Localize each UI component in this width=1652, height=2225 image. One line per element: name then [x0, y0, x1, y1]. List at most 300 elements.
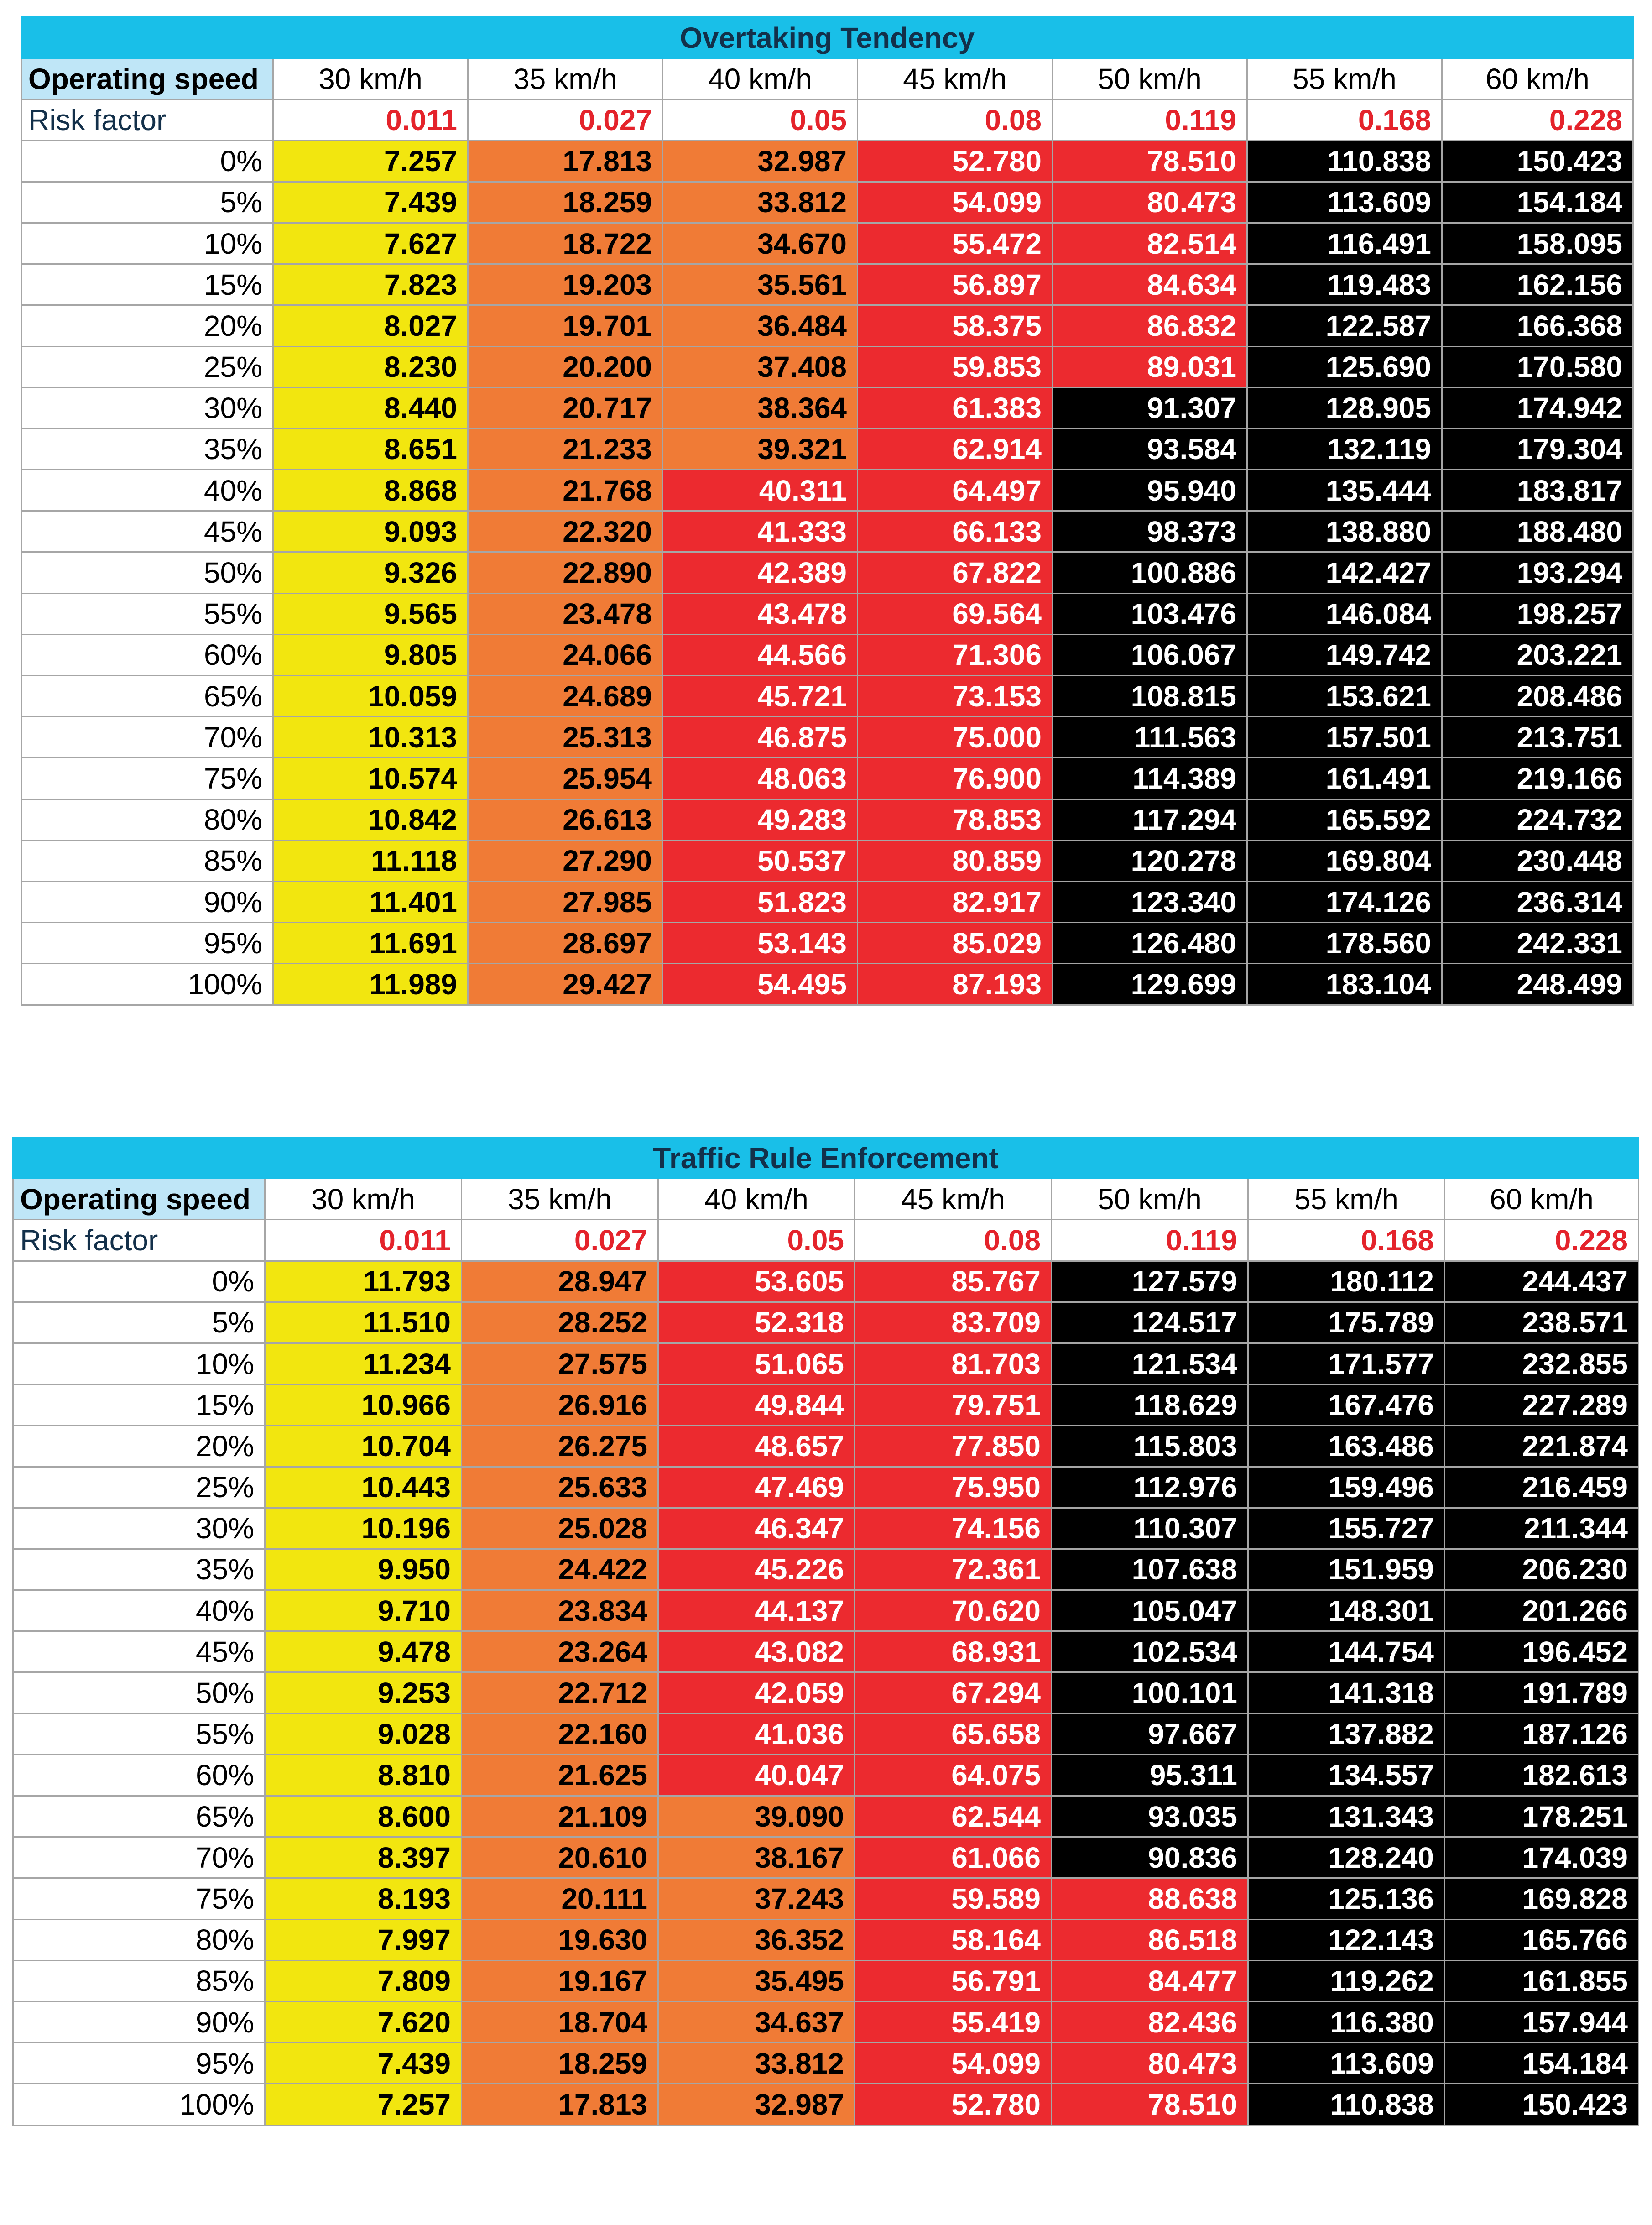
value-cell: 47.469: [658, 1467, 855, 1508]
percentage-label: 95%: [13, 2043, 265, 2084]
value-cell: 146.084: [1247, 593, 1442, 634]
value-cell: 26.916: [462, 1384, 658, 1426]
percentage-label: 80%: [21, 799, 273, 840]
percentage-label: 90%: [13, 2001, 265, 2042]
table-row: [13, 1384, 1639, 1426]
risk-factor-value: 0.228: [1442, 99, 1633, 141]
percentage-label: 15%: [21, 264, 273, 305]
value-cell: 45.226: [658, 1549, 855, 1590]
percentage-label: 30%: [13, 1508, 265, 1549]
percentage-label: 30%: [21, 387, 273, 428]
value-cell: 41.333: [663, 511, 858, 552]
value-cell: 116.380: [1248, 2001, 1445, 2042]
value-cell: 69.564: [858, 593, 1053, 634]
value-cell: 170.580: [1442, 346, 1633, 387]
risk-factor-label: Risk factor: [13, 1220, 265, 1261]
value-cell: 17.813: [468, 141, 663, 182]
table-row: [13, 1796, 1639, 1837]
percentage-label: 35%: [21, 428, 273, 470]
value-cell: 114.389: [1053, 758, 1247, 799]
table-row: [21, 593, 1633, 634]
value-cell: 67.294: [855, 1672, 1052, 1713]
value-cell: 34.670: [663, 223, 858, 264]
value-cell: 21.233: [468, 428, 663, 470]
value-cell: 85.767: [855, 1261, 1052, 1302]
value-cell: 18.722: [468, 223, 663, 264]
value-cell: 20.610: [462, 1837, 658, 1878]
value-cell: 9.478: [265, 1631, 462, 1672]
percentage-label: 20%: [21, 305, 273, 346]
table-row: [21, 305, 1633, 346]
speed-header: 30 km/h: [265, 1179, 462, 1220]
table-row: [21, 758, 1633, 799]
table-row: [21, 799, 1633, 840]
value-cell: 62.914: [858, 428, 1053, 470]
value-cell: 75.000: [858, 717, 1053, 758]
value-cell: 48.063: [663, 758, 858, 799]
value-cell: 27.575: [462, 1343, 658, 1384]
value-cell: 64.075: [855, 1755, 1052, 1796]
value-cell: 232.855: [1445, 1343, 1639, 1384]
table-row: [13, 2043, 1639, 2084]
value-cell: 23.834: [462, 1590, 658, 1631]
value-cell: 180.112: [1248, 1261, 1445, 1302]
value-cell: 11.118: [273, 840, 468, 881]
value-cell: 7.997: [265, 1919, 462, 1960]
value-cell: 98.373: [1053, 511, 1247, 552]
table-row: [21, 552, 1633, 593]
percentage-label: 25%: [21, 346, 273, 387]
speed-header-row: [21, 58, 1633, 99]
speed-header: 30 km/h: [273, 58, 468, 99]
table-row: [13, 1549, 1639, 1590]
value-cell: 24.422: [462, 1549, 658, 1590]
value-cell: 22.890: [468, 552, 663, 593]
value-cell: 221.874: [1445, 1426, 1639, 1467]
value-cell: 25.954: [468, 758, 663, 799]
speed-header: 40 km/h: [663, 58, 858, 99]
value-cell: 137.882: [1248, 1713, 1445, 1755]
value-cell: 113.609: [1248, 2043, 1445, 2084]
percentage-label: 40%: [21, 470, 273, 511]
value-cell: 28.947: [462, 1261, 658, 1302]
value-cell: 80.859: [858, 840, 1053, 881]
value-cell: 95.940: [1053, 470, 1247, 511]
value-cell: 8.810: [265, 1755, 462, 1796]
value-cell: 9.950: [265, 1549, 462, 1590]
value-cell: 40.047: [658, 1755, 855, 1796]
value-cell: 79.751: [855, 1384, 1052, 1426]
value-cell: 37.243: [658, 1878, 855, 1919]
table-row: [13, 1590, 1639, 1631]
value-cell: 72.361: [855, 1549, 1052, 1590]
percentage-label: 85%: [21, 840, 273, 881]
value-cell: 52.318: [658, 1302, 855, 1343]
value-cell: 117.294: [1053, 799, 1247, 840]
risk-factor-value: 0.08: [855, 1220, 1052, 1261]
table-row: [13, 1261, 1639, 1302]
table-row: [21, 387, 1633, 428]
value-cell: 144.754: [1248, 1631, 1445, 1672]
value-cell: 167.476: [1248, 1384, 1445, 1426]
percentage-label: 55%: [21, 593, 273, 634]
value-cell: 110.307: [1052, 1508, 1248, 1549]
table-row: [21, 182, 1633, 223]
table-row: [21, 881, 1633, 922]
risk-factor-value: 0.011: [265, 1220, 462, 1261]
value-cell: 41.036: [658, 1713, 855, 1755]
value-cell: 58.164: [855, 1919, 1052, 1960]
risk-factor-value: 0.228: [1445, 1220, 1639, 1261]
value-cell: 17.813: [462, 2084, 658, 2125]
value-cell: 213.751: [1442, 717, 1633, 758]
value-cell: 89.031: [1053, 346, 1247, 387]
value-cell: 38.364: [663, 387, 858, 428]
value-cell: 157.944: [1445, 2001, 1639, 2042]
value-cell: 7.620: [265, 2001, 462, 2042]
value-cell: 242.331: [1442, 923, 1633, 964]
value-cell: 26.613: [468, 799, 663, 840]
value-cell: 154.184: [1442, 182, 1633, 223]
value-cell: 28.252: [462, 1302, 658, 1343]
value-cell: 27.290: [468, 840, 663, 881]
value-cell: 78.510: [1052, 2084, 1248, 2125]
percentage-label: 100%: [13, 2084, 265, 2125]
value-cell: 107.638: [1052, 1549, 1248, 1590]
value-cell: 24.689: [468, 676, 663, 717]
table-row: [13, 1837, 1639, 1878]
value-cell: 118.629: [1052, 1384, 1248, 1426]
value-cell: 111.563: [1053, 717, 1247, 758]
table-row: [13, 1302, 1639, 1343]
value-cell: 230.448: [1442, 840, 1633, 881]
table-row: [21, 264, 1633, 305]
value-cell: 22.320: [468, 511, 663, 552]
value-cell: 125.136: [1248, 1878, 1445, 1919]
percentage-label: 45%: [21, 511, 273, 552]
value-cell: 22.712: [462, 1672, 658, 1713]
value-cell: 8.651: [273, 428, 468, 470]
table-row: [13, 2001, 1639, 2042]
value-cell: 53.605: [658, 1261, 855, 1302]
value-cell: 10.574: [273, 758, 468, 799]
table-row: [13, 2084, 1639, 2125]
value-cell: 81.703: [855, 1343, 1052, 1384]
value-cell: 157.501: [1247, 717, 1442, 758]
value-cell: 91.307: [1053, 387, 1247, 428]
risk-factor-value: 0.05: [658, 1220, 855, 1261]
value-cell: 54.099: [858, 182, 1053, 223]
value-cell: 66.133: [858, 511, 1053, 552]
value-cell: 122.587: [1247, 305, 1442, 346]
value-cell: 174.942: [1442, 387, 1633, 428]
value-cell: 8.027: [273, 305, 468, 346]
value-cell: 20.111: [462, 1878, 658, 1919]
value-cell: 48.657: [658, 1426, 855, 1467]
risk-factor-value: 0.168: [1247, 99, 1442, 141]
value-cell: 183.817: [1442, 470, 1633, 511]
risk-factor-value: 0.119: [1052, 1220, 1248, 1261]
value-cell: 9.253: [265, 1672, 462, 1713]
value-cell: 51.065: [658, 1343, 855, 1384]
value-cell: 132.119: [1247, 428, 1442, 470]
value-cell: 224.732: [1442, 799, 1633, 840]
value-cell: 35.495: [658, 1960, 855, 2001]
value-cell: 61.066: [855, 1837, 1052, 1878]
value-cell: 19.701: [468, 305, 663, 346]
value-cell: 8.230: [273, 346, 468, 387]
value-cell: 93.035: [1052, 1796, 1248, 1837]
percentage-label: 0%: [21, 141, 273, 182]
value-cell: 73.153: [858, 676, 1053, 717]
value-cell: 178.560: [1247, 923, 1442, 964]
value-cell: 53.143: [663, 923, 858, 964]
value-cell: 90.836: [1052, 1837, 1248, 1878]
table-row: [21, 676, 1633, 717]
value-cell: 106.067: [1053, 634, 1247, 675]
value-cell: 116.491: [1247, 223, 1442, 264]
value-cell: 19.630: [462, 1919, 658, 1960]
value-cell: 206.230: [1445, 1549, 1639, 1590]
value-cell: 43.082: [658, 1631, 855, 1672]
value-cell: 56.791: [855, 1960, 1052, 2001]
value-cell: 33.812: [658, 2043, 855, 2084]
value-cell: 134.557: [1248, 1755, 1445, 1796]
value-cell: 188.480: [1442, 511, 1633, 552]
value-cell: 153.621: [1247, 676, 1442, 717]
value-cell: 149.742: [1247, 634, 1442, 675]
value-cell: 19.167: [462, 1960, 658, 2001]
value-cell: 10.966: [265, 1384, 462, 1426]
value-cell: 49.844: [658, 1384, 855, 1426]
value-cell: 150.423: [1445, 2084, 1639, 2125]
risk-factor-value: 0.027: [462, 1220, 658, 1261]
value-cell: 25.028: [462, 1508, 658, 1549]
value-cell: 119.483: [1247, 264, 1442, 305]
value-cell: 100.886: [1053, 552, 1247, 593]
value-cell: 84.634: [1053, 264, 1247, 305]
value-cell: 58.375: [858, 305, 1053, 346]
percentage-label: 50%: [13, 1672, 265, 1713]
percentage-label: 80%: [13, 1919, 265, 1960]
value-cell: 18.704: [462, 2001, 658, 2042]
value-cell: 187.126: [1445, 1713, 1639, 1755]
value-cell: 83.709: [855, 1302, 1052, 1343]
value-cell: 110.838: [1248, 2084, 1445, 2125]
value-cell: 129.699: [1053, 964, 1247, 1005]
value-cell: 32.987: [658, 2084, 855, 2125]
value-cell: 7.439: [265, 2043, 462, 2084]
overtaking-tendency-table: [21, 16, 1634, 1006]
value-cell: 165.592: [1247, 799, 1442, 840]
value-cell: 174.039: [1445, 1837, 1639, 1878]
value-cell: 55.419: [855, 2001, 1052, 2042]
percentage-label: 10%: [21, 223, 273, 264]
value-cell: 82.917: [858, 881, 1053, 922]
value-cell: 9.710: [265, 1590, 462, 1631]
value-cell: 10.196: [265, 1508, 462, 1549]
table-row: [13, 1508, 1639, 1549]
value-cell: 11.691: [273, 923, 468, 964]
value-cell: 171.577: [1248, 1343, 1445, 1384]
value-cell: 183.104: [1247, 964, 1442, 1005]
percentage-label: 60%: [13, 1755, 265, 1796]
table-row: [13, 1426, 1639, 1467]
value-cell: 216.459: [1445, 1467, 1639, 1508]
value-cell: 110.838: [1247, 141, 1442, 182]
value-cell: 169.804: [1247, 840, 1442, 881]
value-cell: 21.625: [462, 1755, 658, 1796]
value-cell: 80.473: [1052, 2043, 1248, 2084]
percentage-label: 45%: [13, 1631, 265, 1672]
value-cell: 8.600: [265, 1796, 462, 1837]
table-row: [13, 1755, 1639, 1796]
value-cell: 151.959: [1248, 1549, 1445, 1590]
value-cell: 155.727: [1248, 1508, 1445, 1549]
value-cell: 10.842: [273, 799, 468, 840]
speed-header: 60 km/h: [1445, 1179, 1639, 1220]
value-cell: 78.853: [858, 799, 1053, 840]
value-cell: 11.234: [265, 1343, 462, 1384]
value-cell: 71.306: [858, 634, 1053, 675]
value-cell: 9.326: [273, 552, 468, 593]
value-cell: 174.126: [1247, 881, 1442, 922]
value-cell: 23.478: [468, 593, 663, 634]
table-row: [13, 1343, 1639, 1384]
value-cell: 59.853: [858, 346, 1053, 387]
percentage-label: 10%: [13, 1343, 265, 1384]
value-cell: 44.137: [658, 1590, 855, 1631]
value-cell: 42.389: [663, 552, 858, 593]
value-cell: 86.518: [1052, 1919, 1248, 1960]
value-cell: 8.440: [273, 387, 468, 428]
speed-header: 50 km/h: [1052, 1179, 1248, 1220]
value-cell: 10.704: [265, 1426, 462, 1467]
value-cell: 7.439: [273, 182, 468, 223]
value-cell: 59.589: [855, 1878, 1052, 1919]
value-cell: 42.059: [658, 1672, 855, 1713]
speed-header: 45 km/h: [858, 58, 1053, 99]
value-cell: 75.950: [855, 1467, 1052, 1508]
value-cell: 62.544: [855, 1796, 1052, 1837]
value-cell: 23.264: [462, 1631, 658, 1672]
value-cell: 88.638: [1052, 1878, 1248, 1919]
percentage-label: 15%: [13, 1384, 265, 1426]
value-cell: 85.029: [858, 923, 1053, 964]
value-cell: 70.620: [855, 1590, 1052, 1631]
speed-header: 45 km/h: [855, 1179, 1052, 1220]
value-cell: 175.789: [1248, 1302, 1445, 1343]
value-cell: 61.383: [858, 387, 1053, 428]
value-cell: 87.193: [858, 964, 1053, 1005]
value-cell: 141.318: [1248, 1672, 1445, 1713]
value-cell: 150.423: [1442, 141, 1633, 182]
risk-factor-row: [13, 1220, 1639, 1261]
value-cell: 20.717: [468, 387, 663, 428]
value-cell: 123.340: [1053, 881, 1247, 922]
table-title-row: [21, 17, 1633, 58]
value-cell: 219.166: [1442, 758, 1633, 799]
value-cell: 9.805: [273, 634, 468, 675]
percentage-label: 95%: [21, 923, 273, 964]
value-cell: 102.534: [1052, 1631, 1248, 1672]
value-cell: 9.028: [265, 1713, 462, 1755]
value-cell: 11.401: [273, 881, 468, 922]
percentage-label: 20%: [13, 1426, 265, 1467]
value-cell: 45.721: [663, 676, 858, 717]
value-cell: 208.486: [1442, 676, 1633, 717]
value-cell: 18.259: [462, 2043, 658, 2084]
table-row: [21, 511, 1633, 552]
table-row: [13, 1713, 1639, 1755]
value-cell: 127.579: [1052, 1261, 1248, 1302]
table-row: [21, 717, 1633, 758]
value-cell: 33.812: [663, 182, 858, 223]
value-cell: 7.257: [265, 2084, 462, 2125]
value-cell: 159.496: [1248, 1467, 1445, 1508]
value-cell: 7.809: [265, 1960, 462, 2001]
value-cell: 37.408: [663, 346, 858, 387]
risk-factor-value: 0.011: [273, 99, 468, 141]
value-cell: 11.989: [273, 964, 468, 1005]
value-cell: 22.160: [462, 1713, 658, 1755]
table-row: [21, 840, 1633, 881]
value-cell: 169.828: [1445, 1878, 1639, 1919]
percentage-label: 0%: [13, 1261, 265, 1302]
value-cell: 49.283: [663, 799, 858, 840]
risk-factor-value: 0.168: [1248, 1220, 1445, 1261]
value-cell: 105.047: [1052, 1590, 1248, 1631]
value-cell: 36.352: [658, 1919, 855, 1960]
speed-header: 35 km/h: [462, 1179, 658, 1220]
value-cell: 7.257: [273, 141, 468, 182]
value-cell: 163.486: [1248, 1426, 1445, 1467]
value-cell: 64.497: [858, 470, 1053, 511]
value-cell: 28.697: [468, 923, 663, 964]
value-cell: 97.667: [1052, 1713, 1248, 1755]
value-cell: 39.321: [663, 428, 858, 470]
value-cell: 43.478: [663, 593, 858, 634]
value-cell: 18.259: [468, 182, 663, 223]
percentage-label: 25%: [13, 1467, 265, 1508]
value-cell: 108.815: [1053, 676, 1247, 717]
table-row: [13, 1631, 1639, 1672]
value-cell: 103.476: [1053, 593, 1247, 634]
value-cell: 122.143: [1248, 1919, 1445, 1960]
value-cell: 80.473: [1053, 182, 1247, 223]
value-cell: 11.793: [265, 1261, 462, 1302]
percentage-label: 70%: [21, 717, 273, 758]
value-cell: 46.875: [663, 717, 858, 758]
value-cell: 128.905: [1247, 387, 1442, 428]
table-title: Overtaking Tendency: [21, 17, 1633, 58]
value-cell: 131.343: [1248, 1796, 1445, 1837]
speed-header: 55 km/h: [1248, 1179, 1445, 1220]
value-cell: 44.566: [663, 634, 858, 675]
table-row: [13, 1467, 1639, 1508]
value-cell: 38.167: [658, 1837, 855, 1878]
value-cell: 46.347: [658, 1508, 855, 1549]
value-cell: 54.099: [855, 2043, 1052, 2084]
value-cell: 196.452: [1445, 1631, 1639, 1672]
percentage-label: 40%: [13, 1590, 265, 1631]
risk-factor-value: 0.05: [663, 99, 858, 141]
value-cell: 95.311: [1052, 1755, 1248, 1796]
value-cell: 82.436: [1052, 2001, 1248, 2042]
value-cell: 65.658: [855, 1713, 1052, 1755]
percentage-label: 50%: [21, 552, 273, 593]
value-cell: 142.427: [1247, 552, 1442, 593]
